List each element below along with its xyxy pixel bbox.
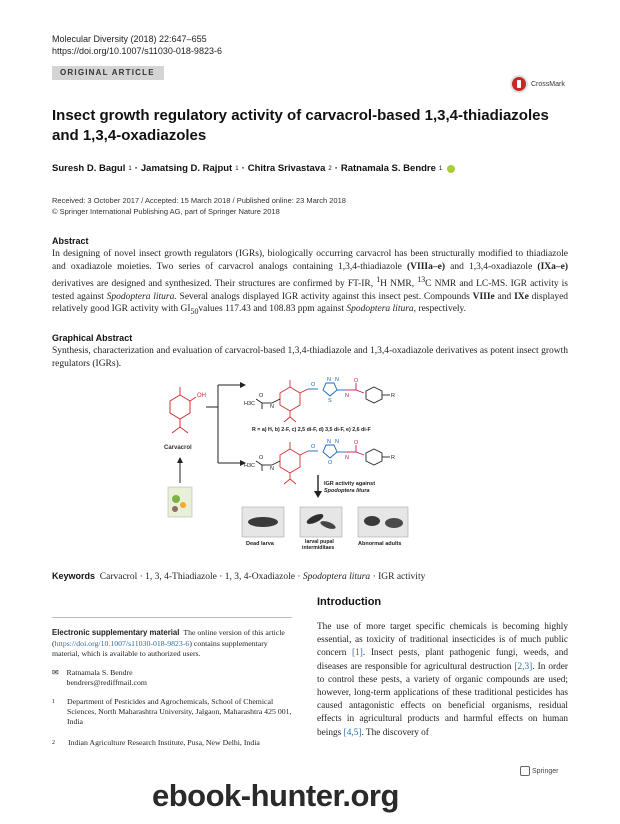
citation-link[interactable]: [2,3]: [514, 661, 533, 672]
author-affiliation-mark: 2: [328, 165, 332, 172]
author-name[interactable]: Ratnamala S. Bendre: [340, 163, 436, 174]
corresponding-name: Ratnamala S. Bendre: [66, 668, 133, 677]
svg-text:O: O: [354, 378, 359, 384]
crossmark-label: CrossMark: [531, 80, 565, 88]
svg-text:N: N: [327, 377, 331, 383]
svg-text:O: O: [328, 460, 333, 466]
svg-text:O: O: [259, 455, 264, 461]
intermediates-label-1: larval pupal: [305, 539, 334, 545]
corresponding-author: [52, 668, 292, 688]
svg-text:N: N: [327, 439, 331, 445]
svg-text:N: N: [270, 404, 274, 410]
mail-icon: ✉: [52, 668, 59, 677]
author-affiliation-mark: 1: [438, 165, 443, 172]
oh-label: OH: [197, 393, 206, 399]
svg-text:O: O: [259, 393, 264, 399]
author-separator: ·: [134, 163, 138, 174]
plant-image: [168, 487, 192, 517]
svg-text:H3C: H3C: [244, 401, 256, 407]
affiliation-2: 2 Indian Agriculture Research Institute, Pusa, New Delhi, India: [52, 738, 260, 747]
author-affiliation-mark: 1: [128, 165, 132, 172]
corresponding-email[interactable]: bendrers@rediffmail.com: [66, 678, 147, 687]
svg-text:S: S: [328, 398, 332, 404]
journal-citation: Molecular Diversity (2018) 22:647–655: [52, 34, 207, 44]
svg-text:H3C: H3C: [244, 463, 256, 469]
author-name[interactable]: Chitra Srivastava: [247, 163, 326, 174]
author-name[interactable]: Jamatsing D. Rajput: [140, 163, 233, 174]
dead-larva-label: Dead larva: [246, 541, 274, 547]
supplementary-link[interactable]: https://doi.org/10.1007/s11030-018-9823-6: [54, 638, 190, 648]
citation-link[interactable]: [4,5]: [343, 727, 362, 738]
oxadiazole-structure: [244, 439, 395, 484]
supplementary-note: Electronic supplementary material The online version of this article (https://doi.org/10.1007/s11030-018-9823-6) contains supplementary material, which is available to authorized users.: [52, 628, 285, 658]
svg-text:R: R: [391, 455, 395, 461]
publication-dates: [52, 195, 346, 217]
watermark: ebook-hunter.org: [152, 778, 399, 813]
keywords-line: [52, 571, 425, 582]
svg-text:N: N: [335, 377, 339, 383]
graphical-abstract-heading: Graphical Abstract: [52, 333, 133, 343]
article-title: Insect growth regulatory activity of carvacrol-based 1,3,4-thiadiazoles and 1,3,4-oxadiazoles: [52, 107, 549, 144]
svg-text:N: N: [335, 439, 339, 445]
svg-text:N: N: [345, 393, 349, 399]
article-type-badge: ORIGINAL ARTICLE: [52, 66, 164, 80]
keywords-items-end: · IGR activity: [372, 572, 426, 582]
author-name[interactable]: Suresh D. Bagul: [52, 163, 126, 174]
abstract-text: In designing of novel insect growth regulators (IGRs), biologically occurring carvacrol has been structurally modified to thiadiazole and oxadiazole moieties. Two series of carvacrol analogs containing 1,3,4-thiadiazole (VIIIa–e) and 1,3,4-oxadiazole (IXa–e) derivatives are designed and synthesized. Their structures are confirmed by FT-IR, $^1$H NMR, $^{13}$C NMR and LC-MS. IGR activity is tested against Spodoptera litura. Several analogs displayed IGR activity against this insect pest. Compounds VIIIe and IXe displayed relatively good IGR activity with $GI_{50}values$ 117.43 and 108.83 ppm against Spodoptera litura, respectively.: [52, 249, 569, 317]
springer-horse-icon: [520, 766, 530, 776]
keywords-label: Keywords: [52, 571, 96, 581]
keywords-items: Carvacrol · 1, 3, 4-Thiadiazole · 1, 3, 4-Oxadiazole ·: [99, 572, 301, 582]
author-separator: ·: [241, 163, 245, 174]
introduction-heading: Introduction: [317, 596, 382, 608]
author-affiliation-mark: 1: [235, 165, 239, 172]
citation-link[interactable]: [1]: [352, 648, 363, 659]
svg-text:N: N: [345, 455, 349, 461]
journal-header: [52, 33, 222, 57]
r-substituents: R = a) H, b) 2-F, c) 2,5 di-F, d) 3,5 di-F, e) 2,6 di-F: [252, 427, 371, 433]
copyright-line: © Springer International Publishing AG, part of Springer Nature 2018: [52, 207, 280, 216]
svg-text:O: O: [354, 440, 359, 446]
carvacrol-label: Carvacrol: [164, 445, 192, 451]
graphical-abstract-figure: [150, 377, 430, 555]
author-separator: ·: [334, 163, 338, 174]
abnormal-adults-label: Abnormal adults: [358, 541, 402, 547]
abstract-heading: Abstract: [52, 236, 89, 246]
thiadiazole-structure: [244, 377, 395, 422]
crossmark-icon: [510, 75, 528, 93]
affiliation-1: 1 Department of Pesticides and Agrochemicals, School of Chemical Sciences, North Maharashtra University, Jalgaon, Maharashtra 425 001, India: [52, 697, 292, 726]
springer-label: Springer: [532, 767, 559, 775]
author-list: [52, 163, 455, 174]
svg-text:O: O: [311, 444, 316, 450]
igr-activity-label: IGR activity against: [324, 481, 376, 487]
igr-species-label: Spodoptera litura: [324, 488, 370, 494]
keywords-italic-item: Spodoptera litura: [302, 572, 371, 582]
svg-text:R: R: [391, 393, 395, 399]
crossmark-badge[interactable]: [510, 75, 565, 93]
graphical-abstract-text: Synthesis, characterization and evaluation of carvacrol-based 1,3,4-thiadiazole and 1,3,4-oxadiazole derivatives as potent insect growth regulators (IGRs).: [52, 346, 568, 369]
dates-line: Received: 3 October 2017 / Accepted: 15 March 2018 / Published online: 23 March 2018: [52, 196, 346, 205]
carvacrol-structure: [170, 387, 196, 433]
springer-logo: [520, 766, 558, 776]
introduction-text: The use of more target specific chemicals is becoming highly essential, as toxicity of traditional insecticides is of much public concern [1]. Insect pests, plant pathogenic fungi, weeds, and diseases are responsible for agricultural destruction [2,3]. In order to control these pests, a variety of organic compounds are used; however, long-term applications of these traditional pesticides has caused antagonistic effects on beneficial organisms, residual effects in agricultural products and harmful effects on human beings [4,5]. The discovery of: [317, 622, 568, 738]
svg-text:O: O: [311, 382, 316, 388]
footnote-divider: [52, 617, 292, 618]
journal-doi[interactable]: https://doi.org/10.1007/s11030-018-9823-6: [52, 46, 222, 56]
svg-text:N: N: [270, 466, 274, 472]
intermediates-label-2: intermiditaes: [302, 545, 335, 551]
orcid-icon[interactable]: [447, 165, 455, 173]
